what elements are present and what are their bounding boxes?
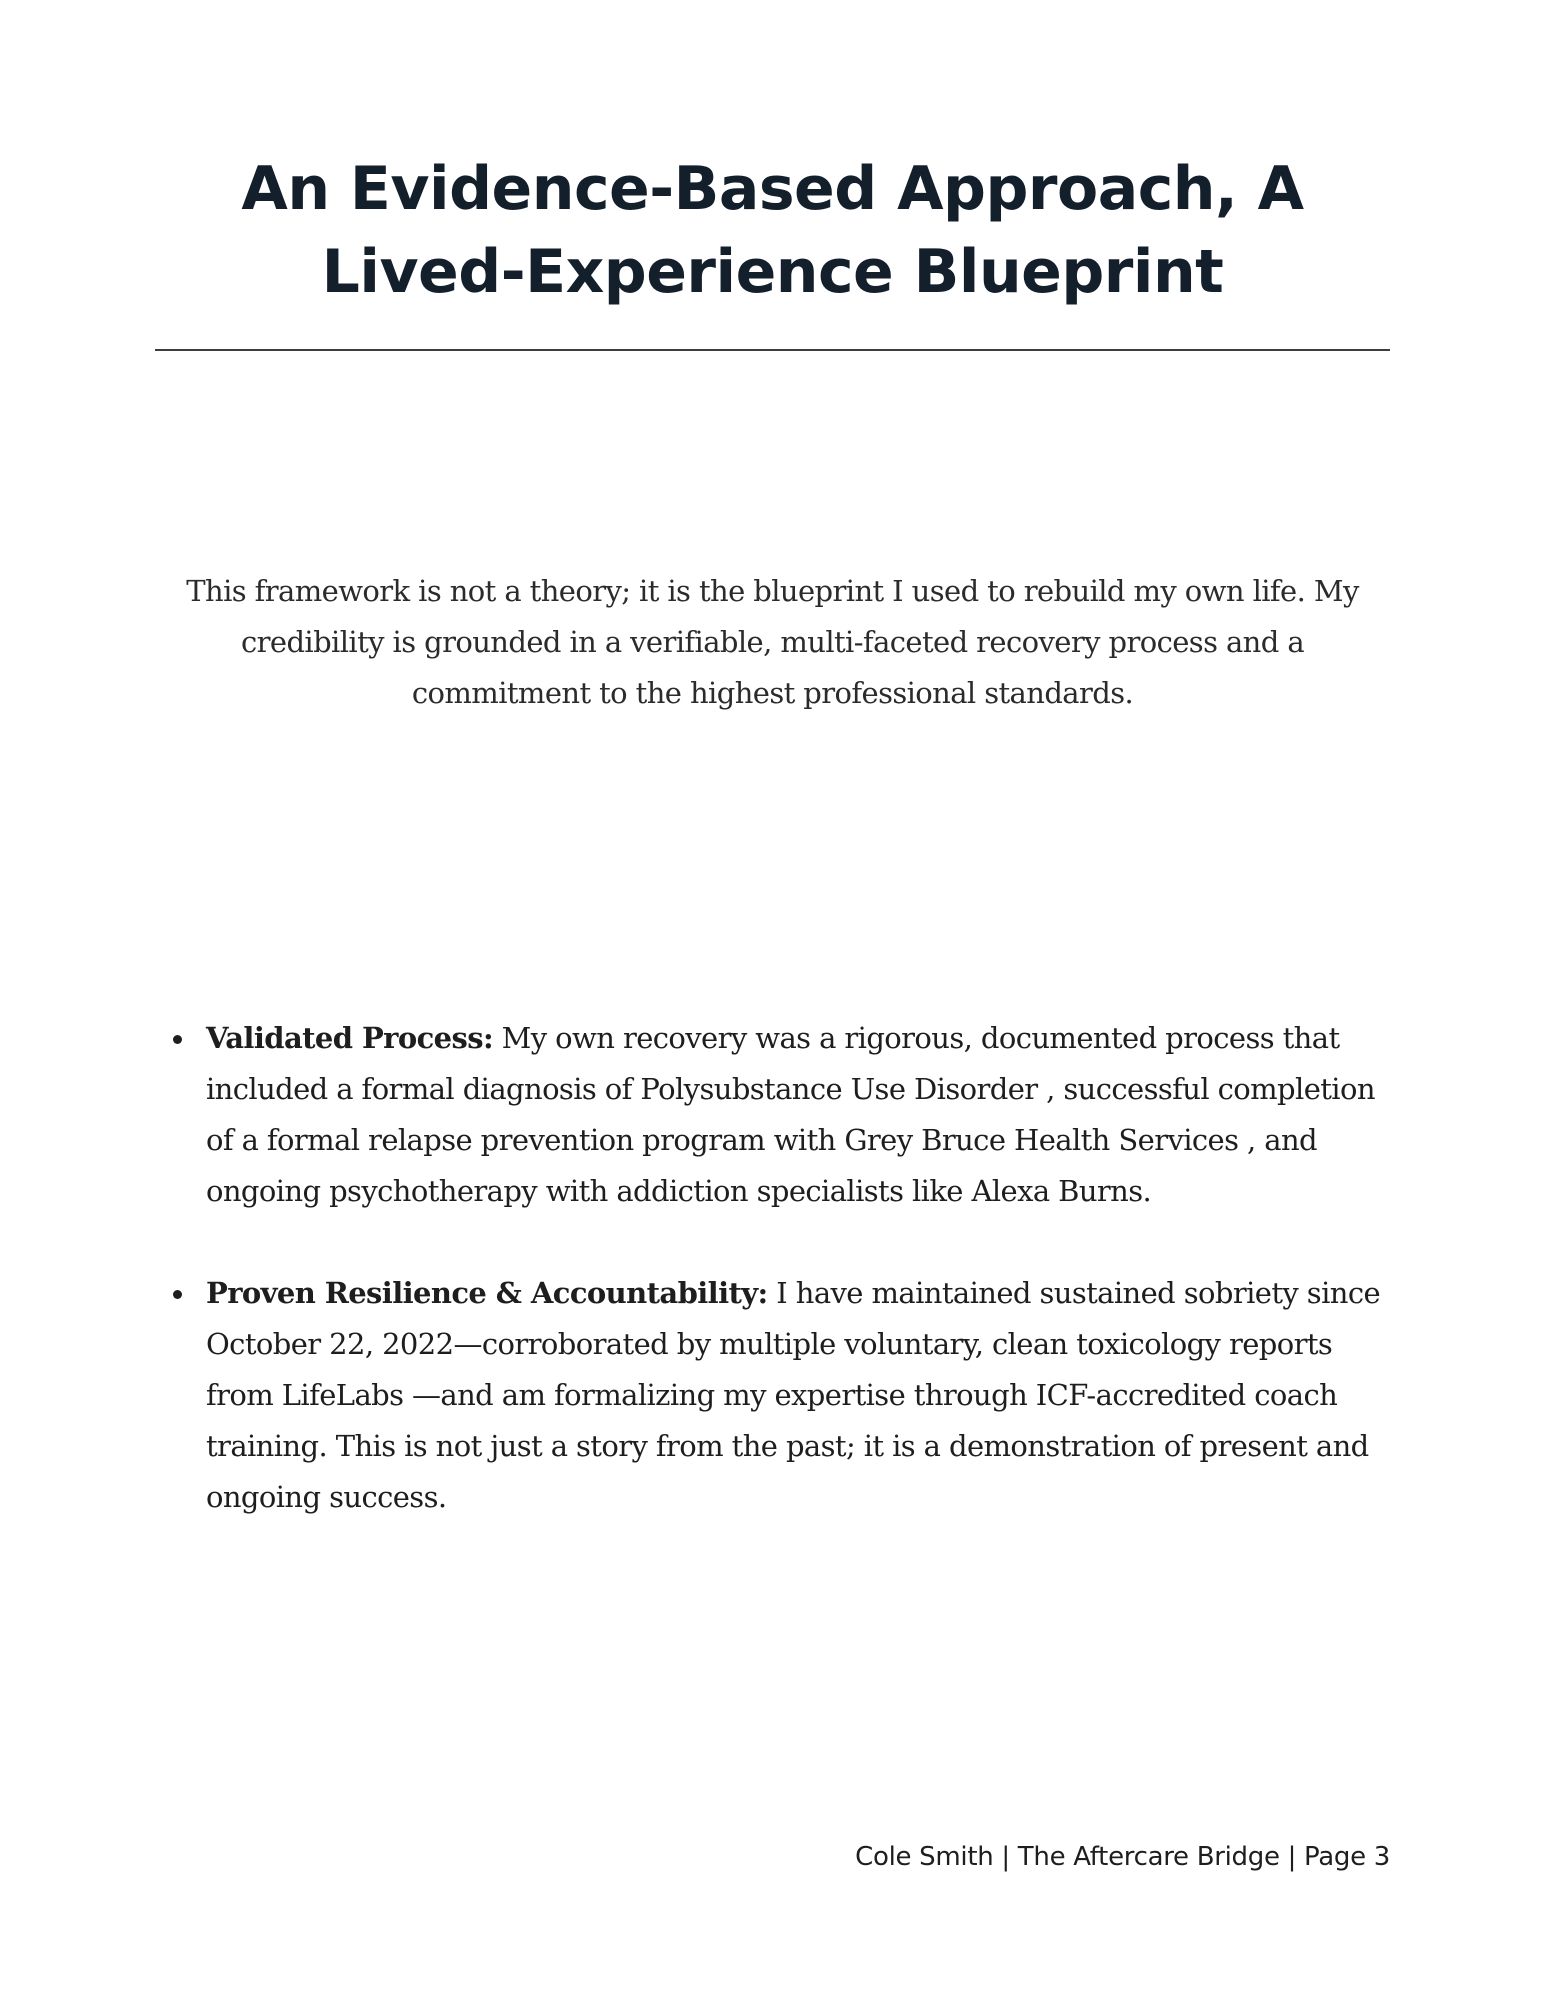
bullet-item-proven-resilience xyxy=(155,1268,1400,1523)
bullet-icon xyxy=(173,1035,182,1044)
bullet-text: I have maintained sustained sobriety since October 22, 2022—corroborated by multiple voluntary, clean toxicology reports from LifeLabs —and am formalizing my expertise through ICF-accredited coach training. This is not just a story from the past; it is a demonstration of present and ongoing success. xyxy=(206,1276,1381,1514)
bullet-item-validated-process xyxy=(155,1013,1400,1217)
bullet-label: Validated Process: xyxy=(206,1021,494,1055)
title-divider xyxy=(155,349,1390,351)
bullet-label: Proven Resilience & Accountability: xyxy=(206,1276,768,1310)
intro-paragraph: This framework is not a theory; it is the blueprint I used to rebuild my own life. My credibility is grounded in a verifiable, multi-faceted recovery process and a commitment to the highest professional standards. xyxy=(186,574,1359,710)
page-footer: Cole Smith | The Aftercare Bridge | Page 3 xyxy=(855,1842,1390,1872)
bullet-text: My own recovery was a rigorous, documented process that included a formal diagnosis of Polysubstance Use Disorder , successful completion of a formal relapse prevention program with Grey Bruce Health Services , and ongoing psychotherapy with addiction specialists like Alexa Burns. xyxy=(206,1021,1375,1208)
bullet-icon xyxy=(173,1290,182,1299)
bullet-list xyxy=(155,1013,1400,1574)
page-title: An Evidence-Based Approach, A Lived-Experience Blueprint xyxy=(241,154,1304,307)
